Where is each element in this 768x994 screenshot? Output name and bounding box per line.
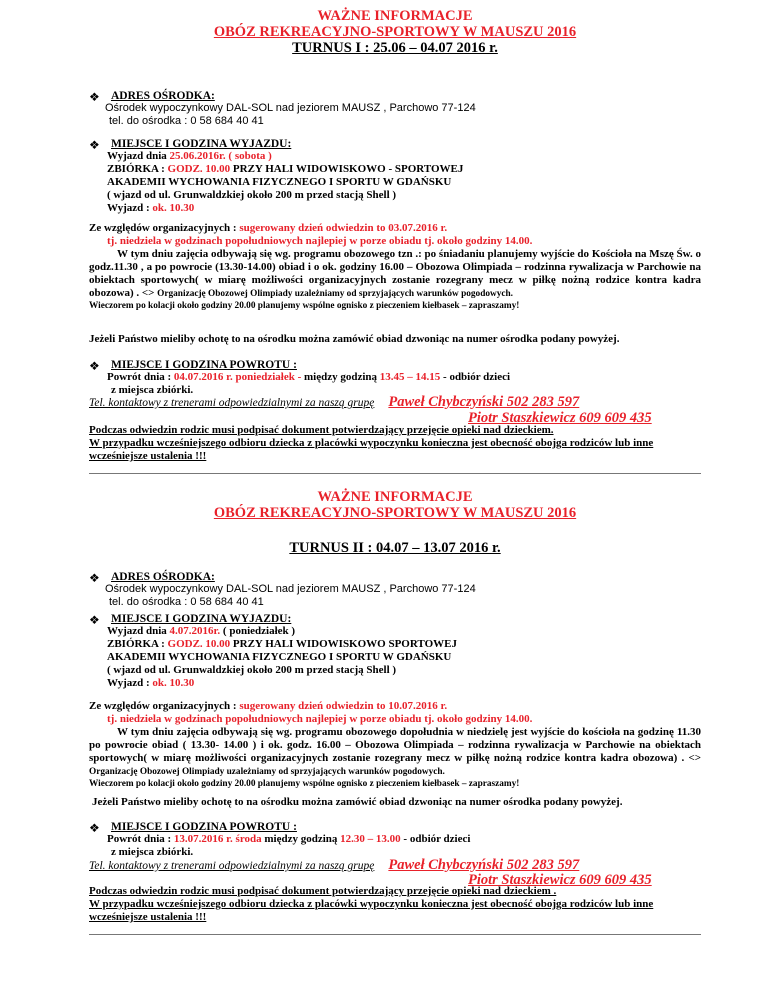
address-section-1 [89,90,701,128]
dinner-note-1: Jeżeli Państwo mieliby ochotę to na ośrodku można zamówić obiad dzwoniąc na numer ośrodka podany powyżej. [89,333,620,345]
return-section-2 [89,821,701,859]
contact-section-1 [89,393,701,427]
entry-note: ( wjazd od ul. Grunwaldzkiej około 200 m przed stacją Shell ) [107,664,397,676]
meeting-place: AKADEMII WYCHOWANIA FIZYCZNEGO I SPORTU W GDAŃSKU [107,651,452,663]
heading-turnus: TURNUS II : 04.07 – 13.07 2016 r. [289,540,501,556]
parent-notes-2 [89,885,701,924]
bonfire-note: Wieczorem po kolacji około godziny 20.00 planujemy wspólne ognisko z pieczeniem kiełbasek – zapraszamy! [89,778,520,789]
departure-date: Wyjazd dnia 4.07.2016r. ( poniedziałek ) [107,625,296,637]
phone-line: tel. do ośrodka : 0 58 684 40 41 [109,115,264,127]
departure-heading: MIEJSCE I GODZINA WYJAZDU: [111,138,292,150]
visit-section-1 [89,222,701,312]
departure-heading: MIEJSCE I GODZINA WYJAZDU: [111,613,292,625]
return-date: Powrót dnia : 13.07.2016 r. środa między godziną 12.30 – 13.00 - odbiór dzieci [107,833,471,845]
meeting-place: AKADEMII WYCHOWANIA FIZYCZNEGO I SPORTU W GDAŃSKU [107,176,452,188]
contact-label: Tel. kontaktowy z trenerami odpowiedzialnymi za naszą grupę [89,397,375,409]
heading-camp-name: OBÓZ REKREACYJNO-SPORTOWY W MAUSZU 2016 [213,24,577,40]
departure-time: Wyjazd : ok. 10.30 [107,202,195,214]
return-section-1 [89,359,701,397]
return-date: Powrót dnia : 04.07.2016 r. poniedziałek - między godziną 13.45 – 14.15 - odbiór dzieci [107,371,511,383]
contact-label: Tel. kontaktowy z trenerami odpowiedzialnymi za naszą grupę [89,860,375,872]
address-heading: ADRES OŚRODKA: [111,90,215,102]
visit-suggestion: Ze względów organizacyjnych : sugerowany dzień odwiedzin to 10.07.2016 r. [89,700,448,712]
parent-notes-1 [89,424,701,463]
address-line: Ośrodek wypoczynkowy DAL-SOL nad jeziorem MAUSZ , Parchowo 77-124 [105,583,476,595]
departure-section-2 [89,613,701,690]
coach-2: Piotr Staszkiewicz 609 609 435 [468,872,652,888]
address-section-2 [89,571,701,609]
diamond-bullet-icon: ❖ [89,571,100,585]
diamond-bullet-icon: ❖ [89,613,100,627]
bonfire-note: Wieczorem po kolacji około godziny 20.00 planujemy wspólne ognisko z pieczeniem kiełbasek – zapraszamy! [89,300,520,311]
heading-camp-name: OBÓZ REKREACYJNO-SPORTOWY W MAUSZU 2016 [213,505,577,521]
visit-suggestion: Ze względów organizacyjnych : sugerowany dzień odwiedzin to 03.07.2016 r. [89,222,448,234]
coach-1: Paweł Chybczyński 502 283 597 [388,857,580,873]
phone-line: tel. do ośrodka : 0 58 684 40 41 [109,596,264,608]
meeting-point: ZBIÓRKA : GODZ. 10.00 PRZY HALI WIDOWISKOWO SPORTOWEJ [107,638,457,650]
diamond-bullet-icon: ❖ [89,90,100,104]
departure-section-1 [89,138,701,215]
heading-important-info: WAŻNE INFORMACJE [317,489,473,505]
departure-time: Wyjazd : ok. 10.30 [107,677,195,689]
visit-program: W tym dniu zajęcia odbywają się wg. programu obozowego dopołudnia w niedzielę jest wyjście do kościoła na godzinę 11.30 po powrocie obiad ( 13.30- 14.00 ) i ok. godz. 16.00 – Obozowa Olimpiada – rodzinna rywalizacja w Parchowie na obiektach sportowych( w miarę możliwości organizacyjnych zostanie rozegrany mecz w piłkę nożną rodzice kontra kadra obozowa) . <> Organizację Obozowej Olimpiady uzależniamy od sprzyjających warunków pogodowych. [89,726,701,777]
diamond-bullet-icon: ❖ [89,821,100,835]
address-heading: ADRES OŚRODKA: [111,571,215,583]
return-place: z miejsca zbiórki. [111,846,194,858]
return-heading: MIEJSCE I GODZINA POWROTU : [111,821,297,833]
meeting-point: ZBIÓRKA : GODZ. 10.00 PRZY HALI WIDOWISKOWO - SPORTOWEJ [107,163,464,175]
departure-date: Wyjazd dnia 25.06.2016r. ( sobota ) [107,150,272,162]
return-heading: MIEJSCE I GODZINA POWROTU : [111,359,297,371]
visit-section-2 [89,700,701,790]
coach-2: Piotr Staszkiewicz 609 609 435 [468,410,652,426]
section-divider [89,934,701,935]
heading-important-info: WAŻNE INFORMACJE [317,8,473,24]
diamond-bullet-icon: ❖ [89,359,100,373]
section-divider [89,473,701,474]
visit-time: tj. niedziela w godzinach popołudniowych najlepiej w porze obiadu tj. około godziny 14.00. [107,235,533,247]
signature-note: Podczas odwiedzin rodzic musi podpisać dokument potwierdzający przejęcie opieki nad dzieckiem . [89,885,557,897]
visit-program: W tym dniu zajęcia odbywają się wg. programu obozowego tzn .: po śniadaniu planujemy wyjście do Kościoła na Mszę Św. o godz.11.30 , a po powrocie (13.30-14.00) obiad i o ok. godziny 16.00 – Obozowa Olimpiada – rodzinna rywalizacja w Parchowie na obiektach sportowych( w miarę możliwości organizacyjnych zostanie rozegrany mecz w piłkę nożną rodzice kontra kadra obozowa) . <> Organizację Obozowej Olimpiady uzależniamy od sprzyjających warunków pogodowych. [89,248,701,299]
address-line: Ośrodek wypoczynkowy DAL-SOL nad jeziorem MAUSZ , Parchowo 77-124 [105,102,476,114]
pickup-note: W przypadku wcześniejszego odbioru dziecka z placówki wypoczynku konieczna jest obecność obojga rodziców lub inne wcześniejsze ustalenia !!! [89,437,654,462]
visit-time: tj. niedziela w godzinach popołudniowych najlepiej w porze obiadu tj. około godziny 14.00. [107,713,533,725]
dinner-note-2: Jeżeli Państwo mieliby ochotę to na ośrodku można zamówić obiad dzwoniąc na numer ośrodka podany powyżej. [92,796,623,808]
return-place: z miejsca zbiórki. [111,384,194,396]
coach-1: Paweł Chybczyński 502 283 597 [388,394,580,410]
diamond-bullet-icon: ❖ [89,138,100,152]
heading-turnus: TURNUS I : 25.06 – 04.07 2016 r. [292,40,498,56]
title-block-1 [89,8,701,56]
signature-note: Podczas odwiedzin rodzic musi podpisać dokument potwierdzający przejęcie opieki nad dzieckiem. [89,424,554,436]
pickup-note: W przypadku wcześniejszego odbioru dziecka z placówki wypoczynku konieczna jest obecność obojga rodziców lub inne wcześniejsze ustalenia !!! [89,898,654,923]
title-block-2 [89,489,701,556]
entry-note: ( wjazd od ul. Grunwaldzkiej około 200 m przed stacją Shell ) [107,189,397,201]
